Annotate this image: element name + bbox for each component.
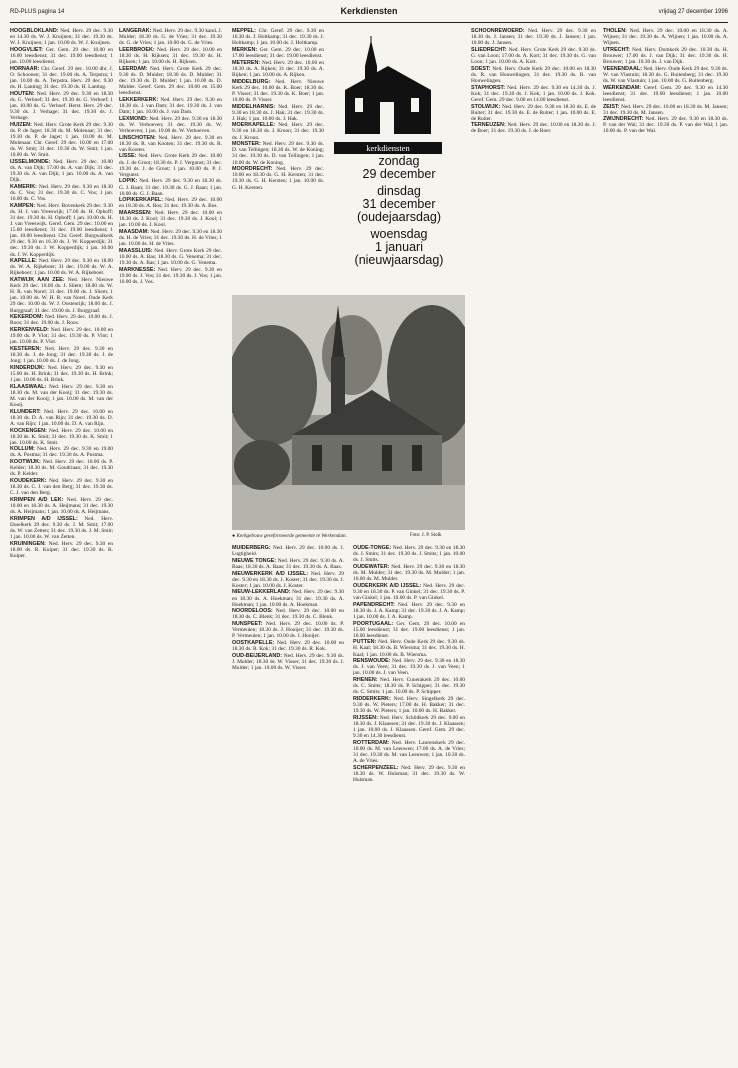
place-name: PAPENDRECHT:	[353, 601, 395, 608]
service-times: Ned. Herv. 29 dec. 9.30 en 18.30 ds. J. Kroon; 31 dec. 19.30 ds. J. Kroon.	[232, 122, 324, 141]
service-entry	[353, 740, 465, 764]
place-name: HORNAAR:	[10, 65, 40, 72]
place-name: MARKNESSE:	[119, 266, 156, 273]
place-name: PUTTEN:	[353, 639, 377, 646]
service-times: Ned. Herv. 29 dec. 9.30 ds. A. Baas; 18.30 ds. A. Baas; 31 dec. 19.30 ds. A. Baas.	[232, 557, 344, 570]
place-name: SCHERPENZEEL:	[353, 764, 399, 771]
service-entry	[232, 122, 324, 140]
place-name: ZEIST:	[603, 103, 620, 110]
service-times: Ned. Herv. 29 dec. 9.30 en 18.30 ds. J. Jansen; 31 dec. 19.30 ds. J. Jansen; 1 jan. 10.00 ds. J. Jansen.	[471, 28, 596, 47]
service-times: Ned. Herv. Singelkerk 29 dec. 9.30 ds. W. Pieters; 17.00 ds. H. Bakker; 31 dec. 19.30 ds. W. Pieters; 1 jan. 10.00 ds. H. Bakker.	[353, 696, 465, 715]
service-times: Ned. Herv. 29 dec. 10.00 en 18.30 ds. H. Rijksen; 31 dec. 19.30 ds. H. Rijksen; 1 jan. 10.00 ds. H. Rijksen.	[119, 46, 222, 66]
service-entry	[232, 571, 344, 589]
service-entry	[353, 583, 465, 601]
service-times: Ned. Herv. 29 dec. 9.30 en 18.30 ds. M. van der Kooij; 31 dec. 19.30 ds. M. van der Kooij; 1 jan. 10.00 ds. M. van der Kooij.	[10, 383, 113, 408]
place-name: KRIMPEN A/D LEK:	[10, 496, 64, 503]
service-entry	[119, 66, 222, 96]
date-line: woensdag	[370, 227, 428, 241]
place-name: HOOGVLIET:	[10, 46, 43, 53]
service-entry	[232, 558, 344, 570]
place-name: KRUININGEN:	[10, 540, 46, 547]
service-times: Ned. Herv. 29 dec. 9.30 kand. J. Mulder; 18.30 ds. G. de Vries; 31 dec. 19.30 ds. G. de Vries; 1 jan. 10.00 ds. G. de Vries.	[119, 28, 222, 47]
service-times: Ned. Herv. Grote Kerk 29 dec. 10.00 ds. A. Bas; 18.30 ds. G. Venema; 31 dec. 19.30 ds. A. Bas; 1 jan. 10.00 ds. G. Venema.	[119, 247, 222, 266]
place-name: KERKENVELD:	[10, 327, 49, 334]
place-name: HUIZEN:	[10, 121, 32, 128]
service-times: Ned. Herv. 29 dec. 9.30 en 14.30 ds. J. Kok; 31 dec. 19.30 ds. J. Kok; 1 jan. 10.00 ds. J. Kok. Geref. Gem. 29 dec. 9.00 en 14.00 leesdienst.	[471, 84, 596, 103]
place-name: NOORDELOOS:	[232, 608, 273, 615]
place-name: POORTUGAAL:	[353, 620, 394, 627]
service-times: Ned. Herv. IJsselkerk 29 dec. 9.30 ds. J. M. Smit; 17.00 ds. W. van Zetten; 31 dec. 19.30 ds. J. M. Smit; 1 jan. 10.00 ds. W. van Zetten.	[10, 515, 113, 541]
service-entry	[119, 135, 222, 153]
service-times: Ned. Herv. 29 dec. 9.30 en 18.00 ds. W. A. Rijkeboer; 31 dec. 19.00 ds. W. A. Rijkeboer; 1 jan. 10.00 ds. W. A. Rijkeboer.	[10, 258, 113, 277]
service-dates	[333, 155, 465, 267]
place-name: METEREN:	[232, 59, 261, 66]
place-name: MERKEN:	[232, 46, 258, 53]
service-entry	[119, 28, 222, 46]
place-name: KAPELLE:	[10, 258, 37, 265]
service-entry	[353, 564, 465, 582]
service-times: Ned. Herv. 29 dec. 9.30 en 18.30 ds. J. van Veen; 31 dec. 19.30 ds. J. van Veen; 1 jan. 10.00 ds. J. van Veen.	[353, 658, 465, 677]
service-entry	[353, 658, 465, 676]
service-entry	[232, 653, 344, 671]
listing-column-5	[471, 28, 596, 1058]
service-times: Ned. Herv. 29 dec. 9.30 en 18.30 ds. J. de Jong; 31 dec. 19.30 ds. J. de Jong; 1 jan. 10.00 ds. J. de Jong.	[10, 345, 113, 365]
service-times: Ger. Gem. 29 dec. 10.00 en 17.00 leesdienst; 31 dec. 19.00 leesdienst.	[232, 46, 324, 59]
service-entry	[10, 459, 113, 477]
service-entry	[232, 141, 324, 165]
service-times: Ned. Herv. 29 dec. 10.00 en 18.30 ds. A. Rijken; 31 dec. 19.30 ds. A. Rijken; 1 jan. 10.00 ds. A. Rijken.	[232, 59, 324, 78]
section-title: Kerkdiensten	[340, 6, 398, 16]
service-times: Ned. Herv. 29 dec. 10.00 en 18.30 ds. J. Kool; 31 dec. 19.30 ds. J. Kool; 1 jan. 10.00 ds. J. Kool.	[119, 210, 222, 229]
service-times: Ned. Herv. Grote Kerk 29 dec. 9.30 ds. P. de Jager; 18.30 ds. M. Molenaar; 31 dec. 19.30 ds. P. de Jager; 1 jan. 10.00 ds. M. Molenaar. Chr. Geref. 29 dec. 10.00 en 17.00 ds. W. Smit; 31 dec. 19.30 ds. W. Smit; 1 jan. 10.00 ds. W. Smit.	[10, 121, 113, 159]
service-entry	[10, 446, 113, 458]
service-entry	[119, 178, 222, 196]
service-entry	[10, 541, 113, 559]
service-times: Ned. Herv. 29 dec. 10.00 en 19.00 ds. P. Vlot; 31 dec. 19.30 ds. P. Vlot; 1 jan. 10.00 ds. P. Vlot.	[10, 327, 113, 346]
service-entry	[10, 346, 113, 364]
place-name: MIDDELBURG:	[232, 78, 271, 85]
service-entry	[10, 277, 113, 314]
service-entry	[10, 28, 113, 46]
service-times: Ned. Herv. 29 dec. 9.30 en 18.00 ds. R. Kuiper; 31 dec. 19.30 ds. R. Kuiper.	[10, 540, 113, 559]
service-entry	[232, 28, 324, 46]
place-name: MONSTER:	[232, 141, 261, 148]
listing-column-3	[232, 28, 324, 290]
service-times: Ned. Herv. Grote Kerk 29 dec. 9.30 ds. G. van Loon; 17.00 ds. A. Kort; 31 dec. 19.30 ds. G. van Loon; 1 jan. 10.00 ds. A. Kort.	[471, 46, 596, 66]
service-times: Ned. Herv. 29 dec. 10.00 ds. P. Kelder; 18.30 ds. M. Goudriaan; 31 dec. 19.30 ds. P. Kelder.	[10, 459, 113, 478]
place-name: MAASDAM:	[119, 228, 149, 235]
service-times: Ned. Herv. 29 dec. 10.00 en 18.30 ds. J. de Boer; 31 dec. 19.30 ds. J. de Boer.	[471, 122, 596, 135]
service-times: Ned. Herv. 29 dec. 9.30 en 18.30 ds. C. Vos; 31 dec. 19.30 ds. C. Vos; 1 jan. 10.00 ds. C. Vos.	[10, 183, 113, 203]
date-line: dinsdag	[377, 184, 421, 198]
issue-date: vrijdag 27 december 1996	[658, 9, 728, 15]
service-times: Ned. Herv. 29 dec. 10.00 en 18.30 ds. G. H. Kersten; 31 dec. 19.30 ds. G. H. Kersten; 1 jan. 10.00 ds. G. H. Kersten.	[232, 166, 324, 191]
place-name: OUDEWATER:	[353, 563, 390, 570]
service-times: Ned. Herv. 29 dec. 10.00 en 18.30 ds. A. Heijmans; 31 dec. 19.30 ds. A. Heijmans; 1 jan. 10.00 ds. A. Heijmans.	[10, 496, 113, 516]
service-entry	[10, 203, 113, 258]
service-times: Ger. Gem. 29 dec. 10.00 en 15.00 leesdienst; 31 dec. 19.00 leesdienst; 1 jan. 10.00 leesdienst.	[353, 620, 465, 639]
service-times: Ned. Herv. 29 dec. 9.30 en 18.30 ds. J. Hak; 31 dec. 19.30 ds. J. Hak; 1 jan. 10.00 ds. J. Hak.	[232, 103, 324, 122]
place-name: RHENEN:	[353, 677, 378, 684]
service-entry	[353, 621, 465, 639]
place-name: ZWIJNDRECHT:	[603, 116, 644, 123]
service-entry	[10, 409, 113, 427]
service-entry	[119, 210, 222, 228]
place-name: RENSWOUDE:	[353, 658, 391, 665]
service-entry	[232, 640, 344, 652]
date-line: 1 januari	[375, 240, 423, 254]
service-entry	[353, 602, 465, 620]
service-times: Ned. Herv. 29 dec. 9.30 en 19.00 ds. J. Vos; 31 dec. 19.30 ds. J. Vos; 1 jan. 10.00 ds. J. Vos.	[119, 266, 222, 285]
service-times: Ned. Herv. Grote Kerk 29 dec. 9.30 ds. D. Mulder; 18.30 ds. D. Mulder; 31 dec. 19.30 ds. D. Mulder; 1 jan. 10.00 ds. D. Mulder. Geref. Gem. 29 dec. 10.00 en 15.00 leesdienst.	[119, 65, 222, 97]
service-times: Ned. Herv. 29 dec. 10.00 en 18.30 ds. A. Wijnen; 31 dec. 19.30 ds. A. Wijnen; 1 jan. 10.00 ds. A. Wijnen.	[603, 28, 728, 47]
place-name: RIJSSEN:	[353, 714, 378, 721]
place-name: TERNEUZEN:	[471, 122, 506, 129]
service-times: Ned. Herv. 29 dec. 9.30 en 14.30 ds. W. J. Kruijnen; 31 dec. 19.30 ds. W. J. Kruijnen; 1 jan. 10.00 ds. W. J. Kruijnen.	[10, 28, 113, 47]
service-entry	[603, 85, 728, 103]
service-entry	[603, 104, 728, 116]
service-times: Ned. Herv. 29 dec. 10.00 en 18.30 ds. K. Smit; 31 dec. 19.30 ds. K. Smit; 1 jan. 10.00 ds. K. Smit.	[10, 427, 113, 446]
date-line: 31 december	[362, 197, 436, 211]
photo-credit: Foto: J. P. Stolk	[410, 533, 442, 538]
place-name: STAPHORST:	[471, 84, 506, 91]
service-entry	[10, 428, 113, 446]
listing-column-6	[603, 28, 728, 1058]
place-name: MAARSSEN:	[119, 210, 152, 217]
place-name: MAASSLUIS:	[119, 247, 153, 254]
service-entry	[119, 47, 222, 65]
service-times: Ned. Herv. 29 dec. 9.30 ds. J. Mulder; 18.30 ds. W. Visser; 31 dec. 19.30 ds. J. Mulder; 1 jan. 10.00 ds. W. Visser.	[232, 652, 344, 671]
place-name: OOSTKAPELLE:	[232, 639, 275, 646]
banner-title: kerkdiensten	[334, 142, 442, 154]
service-times: Ger. Gem. 29 dec. 10.00 en 16.00 leesdienst; 31 dec. 19.00 leesdienst; 1 jan. 10.00 leesdienst.	[10, 46, 113, 66]
service-times: Ned. Herv. 29 dec. 10.00 ds. J. Lugtigheid.	[232, 545, 344, 558]
service-times: Ned. Herv. 29 dec. 9.30 en 18.30 ds. A. Hoekman; 31 dec. 19.30 ds. A. Hoekman; 1 jan. 10.00 ds. A. Hoekman.	[232, 589, 344, 608]
service-times: Ned. Herv. 29 dec. 9.30 en 18.30 ds. W. Hulsman; 31 dec. 19.30 ds. W. Hulsman.	[353, 764, 465, 783]
service-times: Ned. Herv. Oude Kerk 29 dec. 10.00 en 18.30 ds. R. van Houwelingen; 31 dec. 19.30 ds. R. van Houwelingen.	[471, 65, 596, 84]
service-times: Ned. Herv. 29 dec. 9.30 en 18.30 ds. E. de Ruiter; 31 dec. 19.30 ds. E. de Ruiter; 1 jan. 10.00 ds. E. de Ruiter.	[471, 103, 596, 122]
service-times: Ned. Herv. 29 dec. 10.00 en 18.30 ds. D. A. van Rijn; 31 dec. 19.30 ds. D. A. van Rijn; 1 jan. 10.00 ds. D. A. van Rijn.	[10, 408, 113, 427]
service-entry	[471, 122, 596, 134]
service-entry	[471, 85, 596, 103]
place-name: MEPPEL:	[232, 28, 256, 34]
place-name: KOCKENGEN:	[10, 427, 47, 434]
place-name: IJSSELMONDE:	[10, 158, 51, 165]
service-times: Chr. Geref. 29 dec. 9.30 en 16.30 ds. J. Holtkamp; 31 dec. 19.30 ds. J. Holtkamp; 1 jan. 10.00 ds. J. Holtkamp.	[232, 28, 324, 47]
service-entry	[603, 66, 728, 84]
service-entry	[119, 248, 222, 266]
service-entry	[10, 159, 113, 183]
service-times: Ned. Herv. 29 dec. 10.00 ds. P. Vermeulen; 18.30 ds. J. Hooijer; 31 dec. 19.30 ds. P. Vermeulen; 1 jan. 10.00 ds. J. Hooijer.	[232, 621, 344, 640]
service-times: Ned. Herv. 29 dec. 9.30 en 19.00 ds. A. Postma; 31 dec. 19.30 ds. A. Postma.	[10, 446, 113, 459]
service-times: Ned. Herv. Domkerk 29 dec. 10.30 ds. H. Brouwer; 17.00 ds. J. van Dijk; 31 dec. 19.30 ds. H. Brouwer; 1 jan. 10.30 ds. J. van Dijk.	[603, 46, 728, 66]
service-times: Ned. Herv. 29 dec. 9.30 en 18.30 ds. M. Mulder; 31 dec. 19.30 ds. M. Mulder; 1 jan. 10.00 ds. M. Mulder.	[353, 563, 465, 583]
place-name: LANGERAK:	[119, 28, 152, 34]
service-entry	[10, 497, 113, 515]
service-entry	[10, 327, 113, 345]
service-entry	[10, 384, 113, 408]
date-line: (nieuwjaarsdag)	[354, 253, 444, 267]
service-entry	[119, 197, 222, 209]
listing-column-1	[10, 28, 113, 1058]
place-name: MUIDERBERG:	[232, 545, 271, 551]
service-entry	[10, 314, 113, 326]
place-name: OUDE-TONGE:	[353, 545, 392, 551]
place-name: SCHOONREWOERD:	[471, 28, 525, 34]
service-entry	[353, 715, 465, 739]
service-entry	[232, 621, 344, 639]
service-times: Ned. Herv. Grote Kerk 29 dec. 10.00 ds. J. de Groot; 18.30 ds. P. J. Vergunst; 31 dec. 19.30 ds. J. de Groot; 1 jan. 10.00 ds. P. J. Vergunst.	[119, 153, 222, 178]
service-times: Ned. Herv. 29 dec. 9.30 en 18.30 ds. J. A. Kamp; 31 dec. 19.30 ds. J. A. Kamp; 1 jan. 10.00 ds. J. A. Kamp.	[353, 601, 465, 620]
service-entry	[353, 639, 465, 657]
date-line: 29 december	[362, 167, 436, 181]
service-times: Ned. Herv. 29 dec. 10.00 ds. A. van Dijk; 17.00 ds. A. van Dijk; 31 dec. 19.30 ds. A. van Dijk; 1 jan. 10.00 ds. A. van Dijk.	[10, 158, 113, 184]
place-name: KAMPEN:	[10, 202, 36, 209]
service-entry	[10, 184, 113, 202]
place-name: KOLLUM:	[10, 446, 35, 453]
service-times: Ned. Herv. Nieuwe Kerk 29 dec. 10.00 ds. J. Sliem; 18.00 ds. W. H. R. van Norel; 31 dec. 19.00 ds. J. Sliem; 1 jan. 10.00 ds. W. H. R. van Norel. Oude Kerk 29 dec. 10.00 ds. W. J. Oostenrijk; 18.00 ds. J. Burggraaf; 31 dec. 19.00 ds. J. Burggraaf.	[10, 277, 113, 314]
service-entry	[603, 47, 728, 65]
place-name: MOORDRECHT:	[232, 166, 273, 173]
place-name: OUD-BEIJERLAND:	[232, 652, 283, 659]
service-entry	[471, 47, 596, 65]
place-name: LOPIK:	[119, 178, 138, 185]
service-entry	[471, 28, 596, 46]
service-times: Ned. Herv. 29 dec. 9.30 en 15.00 ds. H. Brink; 31 dec. 19.30 ds. H. Brink; 1 jan. 10.00 ds. H. Brink.	[10, 364, 113, 383]
place-name: LOPIKERKAPEL:	[119, 197, 164, 204]
service-times: Ned. Herv. 29 dec. 9.30 ds. D. van Tellingen; 18.30 ds. W. de Koning; 31 dec. 19.30 ds. D. van Tellingen; 1 jan. 10.00 ds. W. de Koning.	[232, 141, 324, 166]
place-name: NIEUWERKERK A/D IJSSEL:	[232, 570, 309, 577]
place-name: THOLEN:	[603, 28, 627, 34]
service-times: Ned. Herv. 29 dec. 9.30 en 18.30 ds. C. J. van den Berg; 31 dec. 19.30 ds. C. J. van den Berg.	[10, 478, 113, 497]
service-times: Ned. Herv. 29 dec. 10.00 en 18.30 ds. M. Jansen; 31 dec. 19.30 ds. M. Jansen.	[603, 103, 728, 116]
place-name: LEERBROEK:	[119, 46, 155, 53]
service-entry	[119, 153, 222, 177]
place-name: LEXMOND:	[119, 115, 148, 122]
place-name: ROTTERDAM:	[353, 739, 390, 746]
service-entry	[10, 365, 113, 383]
service-entry	[10, 66, 113, 90]
service-times: Ned. Herv. 29 dec. 9.30 en 18.30 ds. J. Smits; 31 dec. 19.30 ds. J. Smits; 1 jan. 10.00 ds. J. Smits.	[353, 545, 465, 564]
place-name: KESTEREN:	[10, 345, 42, 352]
place-name: RIDDERKERK:	[353, 696, 391, 702]
service-entry	[119, 229, 222, 247]
place-name: KAMERIK:	[10, 183, 37, 190]
service-entry	[353, 677, 465, 695]
service-entry	[10, 516, 113, 540]
place-name: LISSE:	[119, 153, 137, 160]
listing-column-2	[119, 28, 222, 1058]
place-name: KINDERDIJK:	[10, 364, 45, 371]
service-times: Ned. Herv. 29 dec. 9.30 en 18.30 ds. P. van Ginkel; 31 dec. 19.30 ds. P. van Ginkel; 1 jan. 10.00 ds. P. van Ginkel.	[353, 582, 465, 601]
service-times: Ned. Herv. Laurenskerk 29 dec. 10.00 ds. M. van Leeuwen; 17.00 ds. A. de Vries; 31 dec. 19.30 ds. M. van Leeuwen; 1 jan. 10.30 ds. A. de Vries.	[353, 739, 465, 765]
service-entry	[353, 696, 465, 714]
service-entry	[119, 267, 222, 285]
service-entry	[232, 166, 324, 190]
service-entry	[353, 765, 465, 783]
service-entry	[232, 60, 324, 78]
service-times: Ned. Herv. Nieuwe Kerk 29 dec. 10.00 ds. K. Boer; 18.30 ds. P. Visser; 31 dec. 19.30 ds. K. Boer; 1 jan. 10.00 ds. P. Visser.	[232, 78, 324, 103]
church-photo	[232, 295, 465, 530]
place-name: MIDDELHARNIS:	[232, 103, 276, 110]
place-name: LINSCHOTEN:	[119, 134, 156, 141]
service-entry	[232, 608, 344, 620]
service-entry	[353, 545, 465, 563]
service-times: Ned. Herv. 29 dec. 9.30 en 18.30 ds. J. van Dam; 31 dec. 19.30 ds. J. van Dam; 1 jan. 10.00 ds. J. van Dam.	[119, 96, 222, 115]
service-entry	[10, 47, 113, 65]
listing-column-3b	[232, 545, 344, 1058]
place-name: NIEUW-LEKKERLAND:	[232, 589, 291, 596]
service-times: Ned. Herv. Oude Kerk 29 dec. 9.30 ds. W. van Vlastuin; 18.30 ds. G. Ruitenberg; 31 dec. 19.30 ds. W. van Vlastuin; 1 jan. 10.00 ds. G. Ruitenberg.	[603, 65, 728, 84]
service-entry	[232, 104, 324, 122]
place-name: LEERDAM:	[119, 65, 148, 72]
service-entry	[471, 104, 596, 122]
service-times: Ned. Herv. 29 dec. 9.30 en 18.30 ds. R. van Kooten; 31 dec. 19.30 ds. R. van Kooten.	[119, 134, 222, 153]
service-entry	[10, 122, 113, 159]
service-times: Ned. Herv. 29 dec. 10.00 en 18.30 ds. R. Kok; 31 dec. 19.30 ds. R. Kok.	[232, 639, 344, 653]
service-times: Ned. Herv. 29 dec. 10.00 ds. J. Roos; 31 dec. 19.00 ds. J. Roos.	[10, 314, 113, 327]
service-times: Ned. Herv. Oude Kerk 29 dec. 9.30 ds. H. Kaal; 18.30 ds. B. Wiersma; 31 dec. 19.30 ds. H. Kaal; 1 jan. 10.00 ds. B. Wiersma.	[353, 639, 465, 658]
service-entry	[232, 589, 344, 607]
place-name: KATWIJK AAN ZEE:	[10, 277, 65, 284]
service-times: Ned. Herv. Bovenkerk 29 dec. 9.30 ds. H. J. van Vreeswijk; 17.00 ds. H. Ophoff; 31 dec. 19.30 ds. H. Ophoff; 1 jan. 10.00 ds. H. J. van Vreeswijk. Geref. Gem. 29 dec. 10.00 en 15.00 leesdienst; 31 dec. 19.00 leesdienst; 1 jan. 10.00 leesdienst. Chr. Geref. Burgwalkerk 29 dec. 9.30 en 16.30 ds. J. W. Kopperdijk; 31 dec. 19.30 ds. J. W. Kopperdijk; 1 jan. 10.00 ds. J. W. Kopperdijk.	[10, 202, 113, 258]
service-times: Ned. Herv. 29 dec. 9.30 en 18.30 ds. P. van der Wal; 31 dec. 19.30 ds. P. van der Wal; 1 jan. 10.00 ds. P. van der Wal.	[603, 116, 728, 135]
service-entry	[232, 545, 344, 557]
place-name: NUNSPEET:	[232, 621, 263, 628]
service-entry	[10, 478, 113, 496]
place-name: VEENENDAAL:	[603, 65, 642, 72]
place-name: LEKKERKERK:	[119, 96, 159, 103]
church-illustration	[333, 36, 443, 134]
service-times: Ned. Herv. Schildkerk 29 dec. 9.00 en 18.30 ds. J. Klaassen; 31 dec. 19.30 ds. J. Klaassen; 1 jan. 10.00 ds. J. Klaassen. Geref. Gem. 29 dec. 9.30 en 14.30 leesdienst.	[353, 714, 465, 740]
place-name: MOERKAPELLE:	[232, 122, 276, 129]
service-entry	[10, 258, 113, 276]
service-entry	[10, 91, 113, 121]
service-times: Ned. Herv. 29 dec. 9.30 en 18.30 ds. G. J. Baan; 31 dec. 19.30 ds. G. J. Baan; 1 jan. 10.00 ds. G. J. Baan.	[119, 178, 222, 197]
service-times: Chr. Geref. 29 dec. 10.00 dhr. J. O. Schoonen; 31 dec. 19.00 ds. A. Terpstra; 1 jan. 10.00 ds. A. Terpstra. Herv. 29 dec. 9.30 ds. H. Lanting; 31 dec. 19.30 ds. H. Lanting.	[10, 65, 113, 91]
service-entry	[119, 97, 222, 115]
page-label: RD-PLUS pagina 14	[10, 9, 65, 15]
place-name: STOLWIJK:	[471, 103, 501, 110]
service-entry	[119, 116, 222, 134]
service-times: Ned. Herv. 29 dec. 9.30 en 18.30 ds. J. Koster; 31 dec. 19.30 ds. J. Koster; 1 jan. 10.00 ds. J. Koster.	[232, 570, 344, 589]
service-entry	[471, 66, 596, 84]
place-name: KLUNDERT:	[10, 408, 41, 415]
place-name: SLIEDRECHT:	[471, 46, 507, 53]
service-times: Geref. Gem. 29 dec. 9.30 en 14.30 leesdienst; 31 dec. 19.00 leesdienst; 1 jan. 10.00 leesdienst.	[603, 84, 728, 103]
listing-column-4	[353, 545, 465, 1058]
service-entry	[603, 116, 728, 134]
date-line: zondag	[378, 154, 420, 168]
service-times: Ned. Herv. 29 dec. 9.30 en 18.30 ds. H. de Vries; 31 dec. 19.30 ds. H. de Vries; 1 jan. 10.00 ds. H. de Vries.	[119, 228, 222, 248]
place-name: OUDERKERK A/D IJSSEL:	[353, 582, 422, 589]
place-name: KRIMPEN A/D IJSSEL:	[10, 515, 78, 522]
service-times: Ned. Herv. Cunerakerk 29 dec. 10.00 ds. C. Smits; 18.30 ds. P. Schipper; 31 dec. 19.30 ds. C. Smits; 1 jan. 10.00 ds. P. Schipper.	[353, 677, 465, 696]
page-header	[10, 6, 728, 20]
service-times: Ned. Herv. 29 dec. 10.00 en 18.30 ds. A. Bos; 31 dec. 19.30 ds. A. Bos.	[119, 197, 222, 210]
service-entry	[232, 79, 324, 103]
place-name: NIEUWE TONGE:	[232, 557, 277, 564]
place-name: WERKENDAM:	[603, 84, 642, 91]
service-times: Ned. Herv. 29 dec. 9.30 en 18.30 ds. W. Verhoeven; 31 dec. 19.30 ds. W. Verhoeven; 1 jan. 10.00 ds. W. Verhoeven.	[119, 115, 222, 134]
place-name: UTRECHT:	[603, 46, 630, 53]
place-name: KOOTWIJK:	[10, 459, 41, 466]
header-rule	[10, 22, 728, 23]
date-line: (oudejaarsdag)	[356, 210, 442, 224]
place-name: SOEST:	[471, 65, 491, 72]
place-name: HOUTEN:	[10, 90, 35, 97]
service-entry	[232, 47, 324, 59]
service-times: Ned. Herv. 29 dec. 10.00 en 18.30 ds. C. Blenk; 31 dec. 19.30 ds. C. Blenk.	[232, 608, 344, 621]
place-name: KOUDEKERK:	[10, 478, 47, 485]
place-name: KEKERDOM:	[10, 314, 44, 321]
place-name: KLAASWAAL:	[10, 383, 47, 390]
service-entry	[603, 28, 728, 46]
photo-caption: ● Kerkgebouw gereformeerde gemeente te Werkendam.	[232, 533, 347, 539]
service-times: Ned. Herv. 29 dec. 9.30 en 18.30 ds. G. Verhoef; 31 dec. 19.30 ds. G. Verhoef; 1 jan. 10.00 ds. G. Verhoef. Herst. Herv. 29 dec. 9.30 ds. J. Verhage; 31 dec. 19.30 ds. J. Verhage.	[10, 90, 113, 122]
place-name: HOOGBLOKLAND:	[10, 28, 59, 34]
